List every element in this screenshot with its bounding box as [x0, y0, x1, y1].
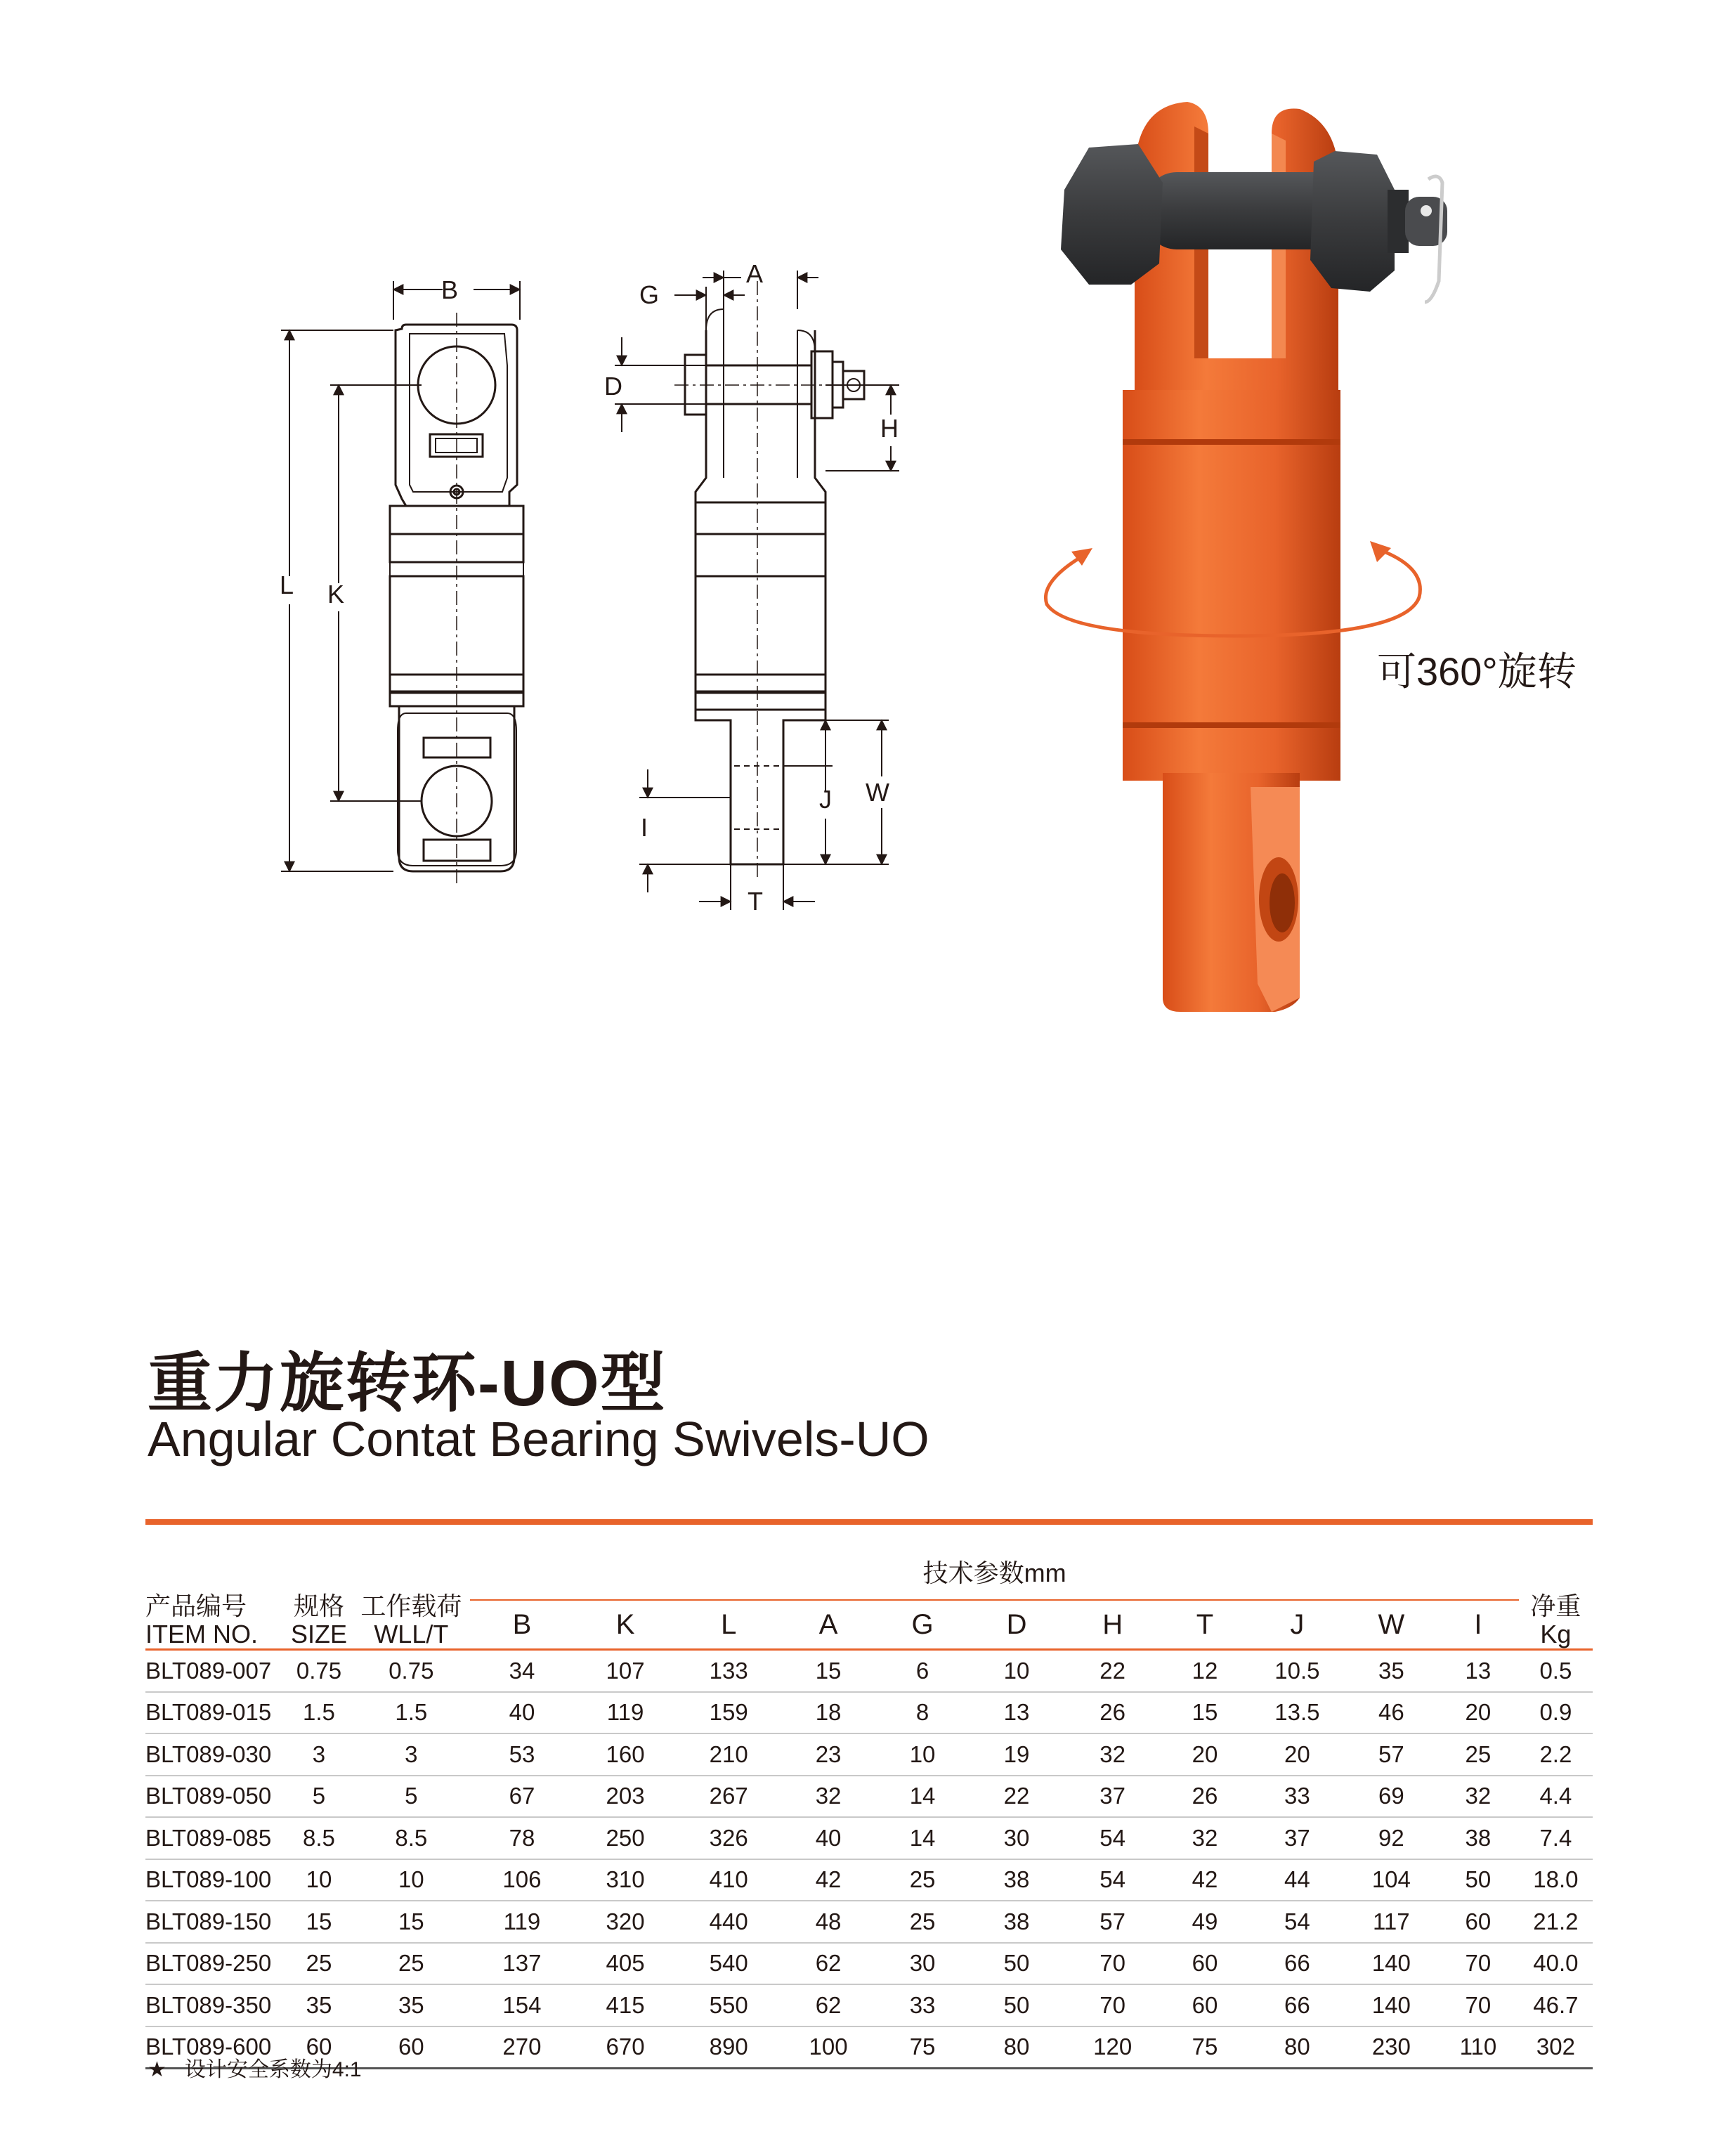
table-cell: 119 — [574, 1692, 677, 1734]
table-cell: 7.4 — [1519, 1817, 1593, 1859]
column-header-b: B — [470, 1600, 573, 1650]
item-number-cell: BLT089-100 — [145, 1859, 286, 1901]
spec-table — [145, 1525, 1593, 2069]
table-row — [145, 1817, 1593, 1859]
table-cell: 10 — [969, 1650, 1065, 1692]
column-header-k: K — [574, 1600, 677, 1650]
table-cell: 57 — [1064, 1901, 1161, 1943]
dim-label-i: I — [641, 813, 648, 842]
table-cell: 310 — [574, 1859, 677, 1901]
table-cell: 13 — [969, 1692, 1065, 1734]
table-cell: 25 — [352, 1943, 470, 1985]
table-cell: 106 — [470, 1859, 573, 1901]
table-cell: 23 — [781, 1733, 877, 1776]
table-cell: 32 — [1161, 1817, 1249, 1859]
table-cell: 67 — [470, 1776, 573, 1818]
table-cell: 14 — [876, 1776, 968, 1818]
table-cell: 46 — [1345, 1692, 1437, 1734]
table-cell: 140 — [1345, 1943, 1437, 1985]
spec-table-body — [145, 1650, 1593, 2069]
table-row — [145, 1733, 1593, 1776]
item-number-cell: BLT089-050 — [145, 1776, 286, 1818]
table-cell: 119 — [470, 1901, 573, 1943]
table-cell: 8.5 — [286, 1817, 353, 1859]
item-number-cell: BLT089-030 — [145, 1733, 286, 1776]
table-row — [145, 1650, 1593, 1692]
header-wll: 工作载荷 WLL/T — [352, 1525, 470, 1650]
table-cell: 80 — [969, 2026, 1065, 2069]
table-cell: 5 — [286, 1776, 353, 1818]
table-cell: 160 — [574, 1733, 677, 1776]
table-cell: 26 — [1064, 1692, 1161, 1734]
table-cell: 540 — [677, 1943, 781, 1985]
table-cell: 60 — [1161, 1943, 1249, 1985]
table-cell: 20 — [1161, 1733, 1249, 1776]
table-cell: 22 — [1064, 1650, 1161, 1692]
footnote-text: 设计安全系数为4:1 — [184, 2058, 362, 2081]
table-cell: 104 — [1345, 1859, 1437, 1901]
table-cell: 4.4 — [1519, 1776, 1593, 1818]
table-cell: 33 — [876, 1984, 968, 2026]
table-cell: 60 — [352, 2026, 470, 2069]
header-item-no: 产品编号 ITEM NO. — [145, 1525, 286, 1650]
table-cell: 10 — [286, 1859, 353, 1901]
table-cell: 6 — [876, 1650, 968, 1692]
table-cell: 42 — [1161, 1859, 1249, 1901]
table-cell: 8.5 — [352, 1817, 470, 1859]
table-cell: 48 — [781, 1901, 877, 1943]
table-cell: 18 — [781, 1692, 877, 1734]
table-cell: 415 — [574, 1984, 677, 2026]
table-cell: 70 — [1437, 1943, 1519, 1985]
table-cell: 0.9 — [1519, 1692, 1593, 1734]
table-row — [145, 1692, 1593, 1734]
table-cell: 405 — [574, 1943, 677, 1985]
table-cell: 15 — [286, 1901, 353, 1943]
item-number-cell: BLT089-015 — [145, 1692, 286, 1734]
table-cell: 302 — [1519, 2026, 1593, 2069]
table-cell: 12 — [1161, 1650, 1249, 1692]
table-cell: 133 — [677, 1650, 781, 1692]
table-cell: 50 — [969, 1943, 1065, 1985]
column-header-a: A — [781, 1600, 877, 1650]
column-header-l: L — [677, 1600, 781, 1650]
table-row — [145, 1776, 1593, 1818]
table-cell: 35 — [1345, 1650, 1437, 1692]
table-top-rule — [145, 1519, 1593, 1525]
table-cell: 80 — [1249, 2026, 1345, 2069]
table-cell: 137 — [470, 1943, 573, 1985]
table-cell: 35 — [286, 1984, 353, 2026]
table-cell: 33 — [1249, 1776, 1345, 1818]
table-row — [145, 1901, 1593, 1943]
table-cell: 50 — [969, 1984, 1065, 2026]
table-cell: 60 — [1437, 1901, 1519, 1943]
star-icon: ★ — [148, 2058, 167, 2081]
table-cell: 44 — [1249, 1859, 1345, 1901]
table-cell: 0.5 — [1519, 1650, 1593, 1692]
side-view-drawing — [615, 271, 899, 910]
table-row — [145, 1943, 1593, 1985]
table-cell: 34 — [470, 1650, 573, 1692]
column-header-i: I — [1437, 1600, 1519, 1650]
table-cell: 38 — [969, 1901, 1065, 1943]
table-cell: 38 — [1437, 1817, 1519, 1859]
table-cell: 320 — [574, 1901, 677, 1943]
column-header-g: G — [876, 1600, 968, 1650]
item-number-cell: BLT089-250 — [145, 1943, 286, 1985]
table-row — [145, 1859, 1593, 1901]
page-title-cn: 重力旋转环-UO型 — [148, 1348, 667, 1419]
table-cell: 21.2 — [1519, 1901, 1593, 1943]
column-header-w: W — [1345, 1600, 1437, 1650]
side-view-labels — [604, 259, 899, 916]
header-size: 规格 SIZE — [286, 1525, 353, 1650]
table-cell: 20 — [1249, 1733, 1345, 1776]
rotation-label: 可360°旋转 — [1377, 649, 1577, 694]
header-technical-params: 技术参数mm — [470, 1525, 1518, 1600]
table-cell: 154 — [470, 1984, 573, 2026]
dim-label-d: D — [604, 372, 622, 401]
table-cell: 14 — [876, 1817, 968, 1859]
table-cell: 550 — [677, 1984, 781, 2026]
dim-label-g: G — [639, 280, 660, 309]
column-header-d: D — [969, 1600, 1065, 1650]
column-header-t: T — [1161, 1600, 1249, 1650]
table-cell: 35 — [352, 1984, 470, 2026]
item-number-cell: BLT089-600 — [145, 2026, 286, 2069]
dim-label-k: K — [327, 580, 345, 609]
table-cell: 40 — [470, 1692, 573, 1734]
table-cell: 15 — [781, 1650, 877, 1692]
table-cell: 670 — [574, 2026, 677, 2069]
table-cell: 250 — [574, 1817, 677, 1859]
table-cell: 0.75 — [352, 1650, 470, 1692]
table-cell: 37 — [1064, 1776, 1161, 1818]
table-cell: 62 — [781, 1984, 877, 2026]
table-cell: 42 — [781, 1859, 877, 1901]
table-cell: 13 — [1437, 1650, 1519, 1692]
table-cell: 53 — [470, 1733, 573, 1776]
table-cell: 203 — [574, 1776, 677, 1818]
table-cell: 60 — [286, 2026, 353, 2069]
table-cell: 62 — [781, 1943, 877, 1985]
table-cell: 440 — [677, 1901, 781, 1943]
table-cell: 10.5 — [1249, 1650, 1345, 1692]
table-cell: 22 — [969, 1776, 1065, 1818]
item-number-cell: BLT089-085 — [145, 1817, 286, 1859]
table-cell: 13.5 — [1249, 1692, 1345, 1734]
table-cell: 100 — [781, 2026, 877, 2069]
table-cell: 25 — [876, 1901, 968, 1943]
table-cell: 25 — [286, 1943, 353, 1985]
table-cell: 37 — [1249, 1817, 1345, 1859]
table-cell: 1.5 — [286, 1692, 353, 1734]
table-cell: 5 — [352, 1776, 470, 1818]
table-cell: 70 — [1064, 1984, 1161, 2026]
table-cell: 410 — [677, 1859, 781, 1901]
table-cell: 20 — [1437, 1692, 1519, 1734]
dim-label-l: L — [280, 571, 294, 599]
table-cell: 270 — [470, 2026, 573, 2069]
dim-label-j: J — [819, 785, 832, 814]
table-cell: 30 — [876, 1943, 968, 1985]
table-cell: 159 — [677, 1692, 781, 1734]
dim-label-b: B — [440, 275, 459, 304]
table-cell: 140 — [1345, 1984, 1437, 2026]
table-cell: 54 — [1249, 1901, 1345, 1943]
footnote — [148, 2052, 362, 2083]
swivel-product-image — [1045, 102, 1447, 1012]
table-cell: 19 — [969, 1733, 1065, 1776]
table-cell: 15 — [352, 1901, 470, 1943]
table-cell: 1.5 — [352, 1692, 470, 1734]
table-cell: 60 — [1161, 1984, 1249, 2026]
item-number-cell: BLT089-150 — [145, 1901, 286, 1943]
table-cell: 32 — [781, 1776, 877, 1818]
table-cell: 40.0 — [1519, 1943, 1593, 1985]
table-cell: 117 — [1345, 1901, 1437, 1943]
table-cell: 3 — [352, 1733, 470, 1776]
table-cell: 66 — [1249, 1943, 1345, 1985]
table-cell: 8 — [876, 1692, 968, 1734]
table-cell: 92 — [1345, 1817, 1437, 1859]
header-weight: 净重 Kg — [1519, 1525, 1593, 1650]
table-cell: 25 — [1437, 1733, 1519, 1776]
table-cell: 75 — [1161, 2026, 1249, 2069]
column-header-h: H — [1064, 1600, 1161, 1650]
table-cell: 40 — [781, 1817, 877, 1859]
table-cell: 18.0 — [1519, 1859, 1593, 1901]
table-cell: 0.75 — [286, 1650, 353, 1692]
table-row — [145, 2026, 1593, 2069]
table-cell: 54 — [1064, 1859, 1161, 1901]
table-row — [145, 1984, 1593, 2026]
table-cell: 32 — [1064, 1733, 1161, 1776]
table-cell: 267 — [677, 1776, 781, 1818]
table-cell: 110 — [1437, 2026, 1519, 2069]
table-cell: 25 — [876, 1859, 968, 1901]
table-cell: 10 — [876, 1733, 968, 1776]
table-cell: 230 — [1345, 2026, 1437, 2069]
table-cell: 50 — [1437, 1859, 1519, 1901]
table-cell: 66 — [1249, 1984, 1345, 2026]
table-cell: 120 — [1064, 2026, 1161, 2069]
table-cell: 57 — [1345, 1733, 1437, 1776]
table-cell: 32 — [1437, 1776, 1519, 1818]
table-cell: 70 — [1064, 1943, 1161, 1985]
table-cell: 2.2 — [1519, 1733, 1593, 1776]
front-view-drawing — [281, 281, 523, 885]
table-cell: 78 — [470, 1817, 573, 1859]
table-cell: 46.7 — [1519, 1984, 1593, 2026]
table-cell: 3 — [286, 1733, 353, 1776]
table-cell: 75 — [876, 2026, 968, 2069]
table-cell: 15 — [1161, 1692, 1249, 1734]
dim-label-w: W — [866, 778, 889, 807]
table-cell: 69 — [1345, 1776, 1437, 1818]
item-number-cell: BLT089-007 — [145, 1650, 286, 1692]
table-cell: 49 — [1161, 1901, 1249, 1943]
table-cell: 26 — [1161, 1776, 1249, 1818]
item-number-cell: BLT089-350 — [145, 1984, 286, 2026]
dim-label-t: T — [748, 887, 763, 916]
table-cell: 210 — [677, 1733, 781, 1776]
table-cell: 30 — [969, 1817, 1065, 1859]
page-title-en: Angular Contat Bearing Swivels-UO — [148, 1412, 929, 1466]
dim-label-a: A — [746, 259, 764, 288]
table-cell: 54 — [1064, 1817, 1161, 1859]
table-cell: 10 — [352, 1859, 470, 1901]
column-header-j: J — [1249, 1600, 1345, 1650]
table-cell: 326 — [677, 1817, 781, 1859]
dim-label-h: H — [880, 414, 899, 443]
table-cell: 107 — [574, 1650, 677, 1692]
table-cell: 38 — [969, 1859, 1065, 1901]
table-cell: 890 — [677, 2026, 781, 2069]
table-cell: 70 — [1437, 1984, 1519, 2026]
